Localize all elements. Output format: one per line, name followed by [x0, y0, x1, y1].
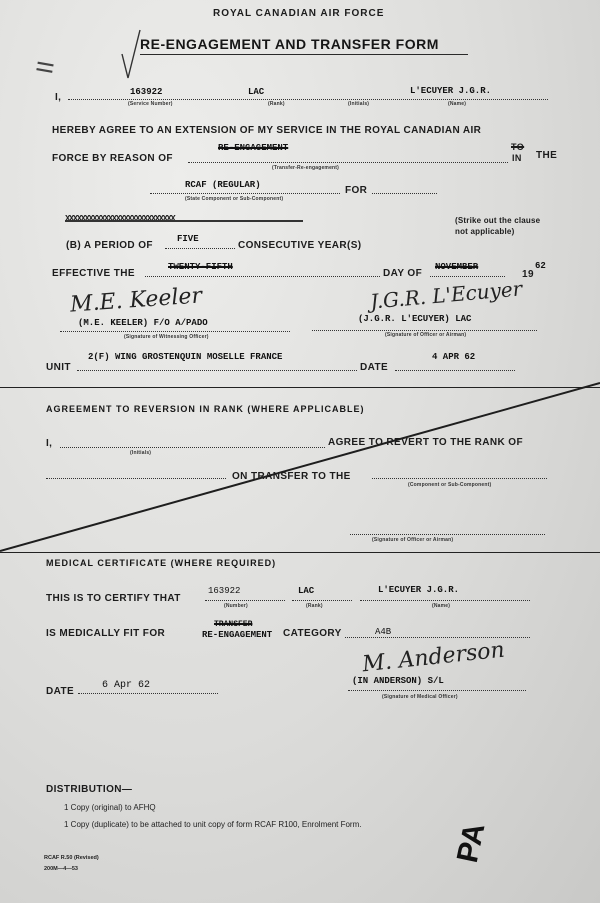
strike-note-1: (Strike out the clause [455, 216, 541, 225]
margin-mark: II [33, 58, 60, 77]
caption-medical-name: (Name) [432, 603, 451, 609]
medical-date-label: DATE [46, 686, 75, 697]
witness-signature: M.E. Keeler [69, 283, 203, 318]
org-name: ROYAL CANADIAN AIR FORCE [213, 8, 385, 19]
rank-value: LAC [248, 87, 265, 97]
medical-signature: M. Anderson [361, 637, 506, 678]
agree-revert-label: AGREE TO REVERT TO THE RANK OF [328, 437, 523, 448]
category-label: CATEGORY [283, 628, 342, 639]
reversion-cancel-line [0, 383, 600, 551]
effective-day-value: TWENTY-FIFTH [168, 262, 233, 272]
distribution-heading: DISTRIBUTION— [46, 784, 133, 795]
unit-value: 2(F) WING GROSTENQUIN MOSELLE FRANCE [88, 352, 283, 362]
day-of-label: DAY OF [383, 268, 423, 279]
fit-label: IS MEDICALLY FIT FOR [46, 628, 166, 639]
reason-value: RE-ENGAGEMENT [218, 143, 289, 153]
component-value: RCAF (REGULAR) [185, 180, 261, 190]
in-label: IN [512, 153, 522, 163]
pa-stamp: PA [450, 820, 492, 866]
consecutive-label: CONSECUTIVE YEAR(S) [238, 240, 362, 251]
reversion-heading: AGREEMENT TO REVERSION IN RANK (WHERE APPLICABLE) [46, 404, 365, 414]
unit-label: UNIT [46, 362, 71, 373]
the-label: THE [536, 150, 558, 161]
certify-label: THIS IS TO CERTIFY THAT [46, 593, 181, 604]
on-transfer-label: ON TRANSFER TO THE [232, 471, 351, 482]
caption-name: (Name) [448, 101, 467, 107]
year-prefix: 19 [522, 269, 534, 280]
reversion-caption-initials: (Initials) [130, 450, 152, 456]
period-value: FIVE [177, 234, 199, 244]
caption-initials: (Initials) [348, 101, 370, 107]
caption-reason: (Transfer-Re-engagement) [272, 165, 340, 171]
distribution-line-1: 1 Copy (original) to AFHQ [64, 803, 156, 812]
name-value: L'ECUYER J.G.R. [410, 86, 492, 96]
airman-typed-name: (J.G.R. L'ECUYER) LAC [358, 314, 472, 324]
witness-typed-name: (M.E. KEELER) F/O A/PADO [78, 318, 208, 328]
service-number-value: 163922 [130, 87, 163, 97]
category-value: A4B [375, 627, 392, 637]
period-label: (B) A PERIOD OF [66, 240, 153, 251]
for-label: FOR [345, 185, 368, 196]
form-title: RE-ENGAGEMENT AND TRANSFER FORM [140, 36, 439, 52]
date-value: 4 APR 62 [432, 352, 476, 362]
force-reason-label: FORCE BY REASON OF [52, 153, 173, 164]
year-suffix: 62 [535, 261, 546, 271]
strike-note-2: not applicable) [455, 227, 515, 236]
caption-medical-officer: (Signature of Medical Officer) [382, 694, 458, 700]
caption-medical-rank: (Rank) [306, 603, 323, 609]
caption-airman: (Signature of Officer or Airman) [385, 332, 467, 338]
effective-month-value: NOVEMBER [435, 262, 479, 272]
print-code: 200M—4—53 [44, 866, 78, 872]
caption-witness: (Signature of Witnessing Officer) [124, 334, 209, 340]
struck-transfer: TRANSFER [214, 620, 253, 629]
date-label: DATE [360, 362, 389, 373]
airman-signature: J.G.R. L'Ecuyer [369, 276, 524, 314]
distribution-line-2: 1 Copy (duplicate) to be attached to unit copy of form RCAF R100, Enrolment Form. [64, 820, 362, 829]
caption-rank: (Rank) [268, 101, 285, 107]
medical-number-value: 163922 [208, 586, 241, 596]
medical-typed-name: (IN ANDERSON) S/L [352, 676, 444, 686]
medical-date-value: 6 Apr 62 [102, 680, 151, 691]
title-check-mark [122, 30, 140, 78]
reversion-i-label: I, [46, 438, 53, 449]
caption-medical-number: (Number) [224, 603, 248, 609]
to-label: TO [511, 142, 525, 152]
agree-statement: HEREBY AGREE TO AN EXTENSION OF MY SERVICE IN THE ROYAL CANADIAN AIR [52, 125, 482, 136]
reversion-caption-component: (Component or Sub-Component) [408, 482, 492, 488]
struck-clause: XXXXXXXXXXXXXXXXXXXXXXXXXXXX [65, 214, 175, 224]
i-label: I, [55, 92, 62, 103]
medical-name-value: L'ECUYER J.G.R. [378, 585, 460, 595]
fit-for-value: RE-ENGAGEMENT [202, 630, 273, 640]
caption-service-number: (Service Number) [128, 101, 173, 107]
caption-component: (State Component or Sub-Component) [185, 196, 284, 202]
effective-label: EFFECTIVE THE [52, 268, 135, 279]
reversion-caption-signature: (Signature of Officer or Airman) [372, 537, 454, 543]
form-number: RCAF R.50 (Revised) [44, 855, 99, 861]
medical-rank-value: LAC [298, 586, 315, 596]
medical-heading: MEDICAL CERTIFICATE (WHERE REQUIRED) [46, 558, 277, 568]
